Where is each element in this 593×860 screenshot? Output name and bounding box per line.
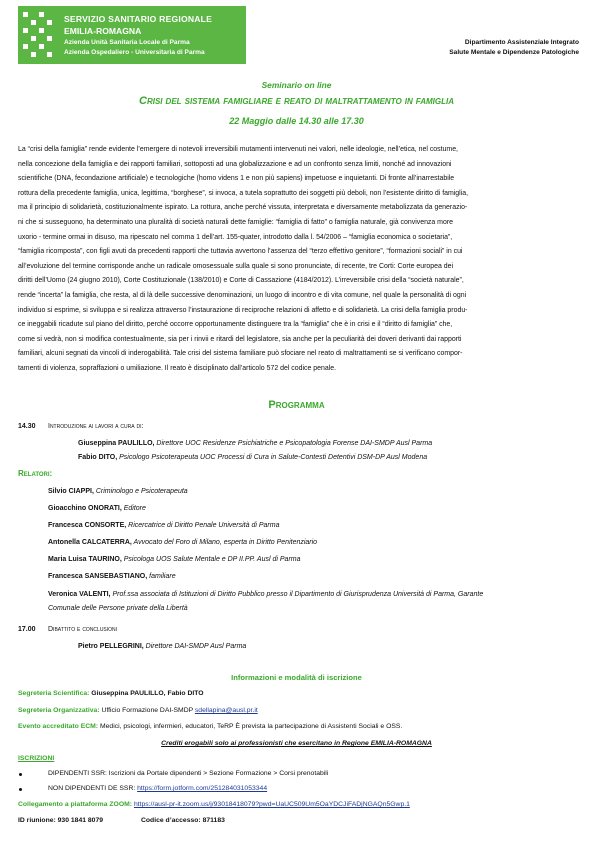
intro-label: Introduzione ai lavori a cura di: (48, 423, 144, 430)
intro-line: familiari, alcuni segnati da vincoli di inderogabilità. Tale crisi del sistema familiare può sfociare nel reato di maltrattamenti se si verificano compor- (18, 350, 463, 358)
intro-line: rottura della precedente famiglia, unica, legittima, “borghese”, si invoca, a tutela soprattutto dei soggetti più deboli, non l’esistente diritto di famiglia, (18, 189, 469, 197)
zoom-connection: Collegamento a piattaforma ZOOM: https://ausl-pr-it.zoom.us/j/93018418079?pwd=UaUC509Um5OaYDCJiFADjNGAQn5Gwp.1 (18, 801, 410, 808)
closing-time: 17.00 (18, 626, 36, 633)
logo-box (18, 6, 246, 64)
logo-line-2: EMILIA-ROMAGNA (64, 26, 142, 36)
logo-line-3: Azienda Unità Sanitaria Locale di Parma (64, 39, 190, 46)
speakers-label: Relatori: (18, 469, 53, 478)
speaker-3: Francesca CONSORTE, Ricercatrice di Diritto Penale Università di Parma (48, 522, 280, 529)
intro-line: La “crisi della famiglia” rende evidente l’emergere di notevoli irreversibili mutamenti intervenuti nei valori, nelle ideologie, nell’etica, nel costume, (18, 146, 458, 153)
intro-line: rende “incerta” la famiglia, che resta, al di là delle successive denominazioni, un luogo di incontro e di vita comune, nel quale la personalità di ogni (18, 291, 467, 299)
intro-line: all’evoluzione del termine corrisponde anche un radicale omosessuale sulla quale si sono pronunciate, di recente, tre Corti: Corte europea dei (18, 262, 454, 270)
intro-line: diritti dell’Uomo (24 giugno 2010), Corte Costituzionale (138/2010) e Corte di Cassazione (4184/2012). L’irreversibile crisi della “società naturale”, (18, 277, 464, 285)
intro-line: ma il principio di solidarietà, costituzionalmente ispirato. La rottura, anche perché vissuta, interpretata e diversamente metabolizzata da generazio- (18, 204, 468, 212)
intro-line: individuo si esprime, si sviluppa e si realizza attraverso l’instaurazione di reciproche relazioni di affetto e di solidarietà. La crisi della famiglia produ- (18, 306, 468, 314)
intro-line: ce ineggabili ricadute sul piano del diritto, perché occorre opportunamente distinguere tra la “famiglia” che è in crisi e il “diritto di famiglia” che, (18, 321, 453, 329)
non-ssr-enrollment: NON DIPENDENTI DE SSR: https://form.jotform.com/251284031053344 (48, 785, 268, 792)
speaker-5: Maria Luisa TAURINO, Psicologa UOS Salute Mentale e DP II.PP. Ausl di Parma (48, 556, 301, 563)
ssr-employees-enrollment: DIPENDENTI SSR: Iscrizioni da Portale dipendenti > Sezione Formazione > Corsi prenotabili (48, 770, 329, 777)
event-title: Crisi del sistema famigliare e reato di maltrattamento in famiglia (139, 95, 454, 107)
email-link[interactable]: sdellapina@ausl.pr.it (194, 707, 258, 714)
speaker-7: Veronica VALENTI, Prof.ssa associata di Istituzioni di Diritto Pubblico presso il Dipartimento di Giurisprudenza Università di Parma, Garante (48, 591, 484, 598)
logo-pattern-icon (22, 11, 56, 59)
event-kind: Seminario on line (261, 80, 332, 90)
event-date: 22 Maggio dalle 14.30 alle 17.30 (229, 116, 364, 126)
intro-line: “famiglia ricomposta”, con figli avuti da precedenti rapporti che tuttavia avvertono l’assenza del “terzo effettivo genitore”, “formazioni sociali” in cui (18, 248, 463, 256)
logo-line-4: Azienda Ospedaliero - Universitaria di Parma (64, 49, 205, 56)
intro-line: ni che si susseguono, ha determinato una pluralità di società naturali dette famiglie: “famiglia di fatto” o famiglia naturale, già convivenza more (18, 218, 453, 226)
enrollment-label: ISCRIZIONI (18, 755, 55, 762)
intro-line: tamenti di violenza, sopraffazioni o umiliazione. Il reato è disciplinato dall’articolo 572 del codice penale. (18, 364, 337, 372)
zoom-link[interactable]: https://ausl-pr-it.zoom.us/j/93018418079?pwd=UaUC509Um5OaYDCJiFADjNGAQn5Gwp.1 (133, 801, 410, 808)
speaker-7-continued: Comunale delle Persone private della Libertà (48, 605, 188, 612)
program-heading: Programma (268, 399, 325, 411)
department-label (449, 38, 579, 58)
organizing-secretariat: Segreteria Organizzativa: Ufficio Formazione DAI-SMDP sdellapina@ausl.pr.it (18, 707, 258, 714)
intro-time: 14.30 (18, 423, 36, 430)
moderator-2: Fabio DITO, Psicologo Psicoterapeuta UOC Processi di Cura in Salute-Contesti Detentivi DSM-DP Ausl Modena (78, 454, 428, 461)
intro-line: nella concezione della famiglia e dei rapporti familiari, sottoposti ad una globalizzazione e ad un confronto senza limiti, nonché ad innovazioni (18, 160, 452, 168)
moderator-1: Giuseppina PAULILLO, Direttore UOC Residenze Psichiatriche e Psicopatologia Forense DAI-SMDP Ausl Parma (78, 440, 433, 447)
department-line-2: Salute Mentale e Dipendenze Patologiche (449, 49, 579, 56)
intro-line: come si vedrà, non si modifica contestualmente, sia per i rinvii e ritardi del legislatore, sia anche per la peculiarità dei doveri derivanti dai rapporti (18, 335, 462, 343)
logo-line-1: SERVIZIO SANITARIO REGIONALE (64, 14, 213, 24)
closing-speaker: Pietro PELLEGRINI, Direttore DAI-SMDP Ausl Parma (78, 643, 247, 650)
department-line-1: Dipartimento Assistenziale Integrato (464, 39, 579, 46)
bullet-icon (19, 773, 22, 776)
intro-line: scientifiche (DNA, fecondazione artificiale) e tecnologiche (homo videns 1 e non più sapiens) impetuose e inquietanti. Di fronte all’inarrestabile (18, 175, 455, 183)
ecm-accreditation: Evento accreditato ECM: Medici, psicologi, infermieri, educatori, TeRP È prevista la partecipazione di Assistenti Sociali e OSS. (18, 723, 403, 730)
info-heading: Informazioni e modalità di iscrizione (231, 673, 362, 682)
intro-paragraph (18, 143, 580, 377)
closing-label: Dibattito e conclusioni (48, 626, 118, 633)
speaker-4: Antonella CALCATERRA, Avvocato del Foro di Milano, esperta in Diritto Penitenziario (48, 539, 318, 546)
speaker-6: Francesca SANSEBASTIANO, familiare (48, 573, 176, 580)
intro-line: uxorio - termine ormai in disuso, ma ripescato nel comma 1 dell’art. 155-quater, introdotto dalla l. 54/2006 – “famiglia economica o societaria”, (18, 233, 453, 241)
speaker-1: Silvio CIAPPI, Criminologo e Psicoterapeuta (48, 488, 188, 495)
passcode: Codice d’accesso: 871183 (141, 817, 225, 824)
bullet-icon (19, 788, 22, 791)
scientific-secretariat: Segreteria Scientifica: Giuseppina PAULILLO, Fabio DITO (18, 690, 204, 697)
meeting-id: ID riunione: 930 1841 8079 (18, 817, 104, 824)
credits-note: Crediti erogabili solo ai professionisti che esercitano in Regione EMILIA-ROMAGNA (161, 740, 432, 747)
jotform-link[interactable]: https://form.jotform.com/251284031053344 (137, 785, 268, 792)
speaker-2: Gioacchino ONORATI, Editore (48, 505, 146, 512)
